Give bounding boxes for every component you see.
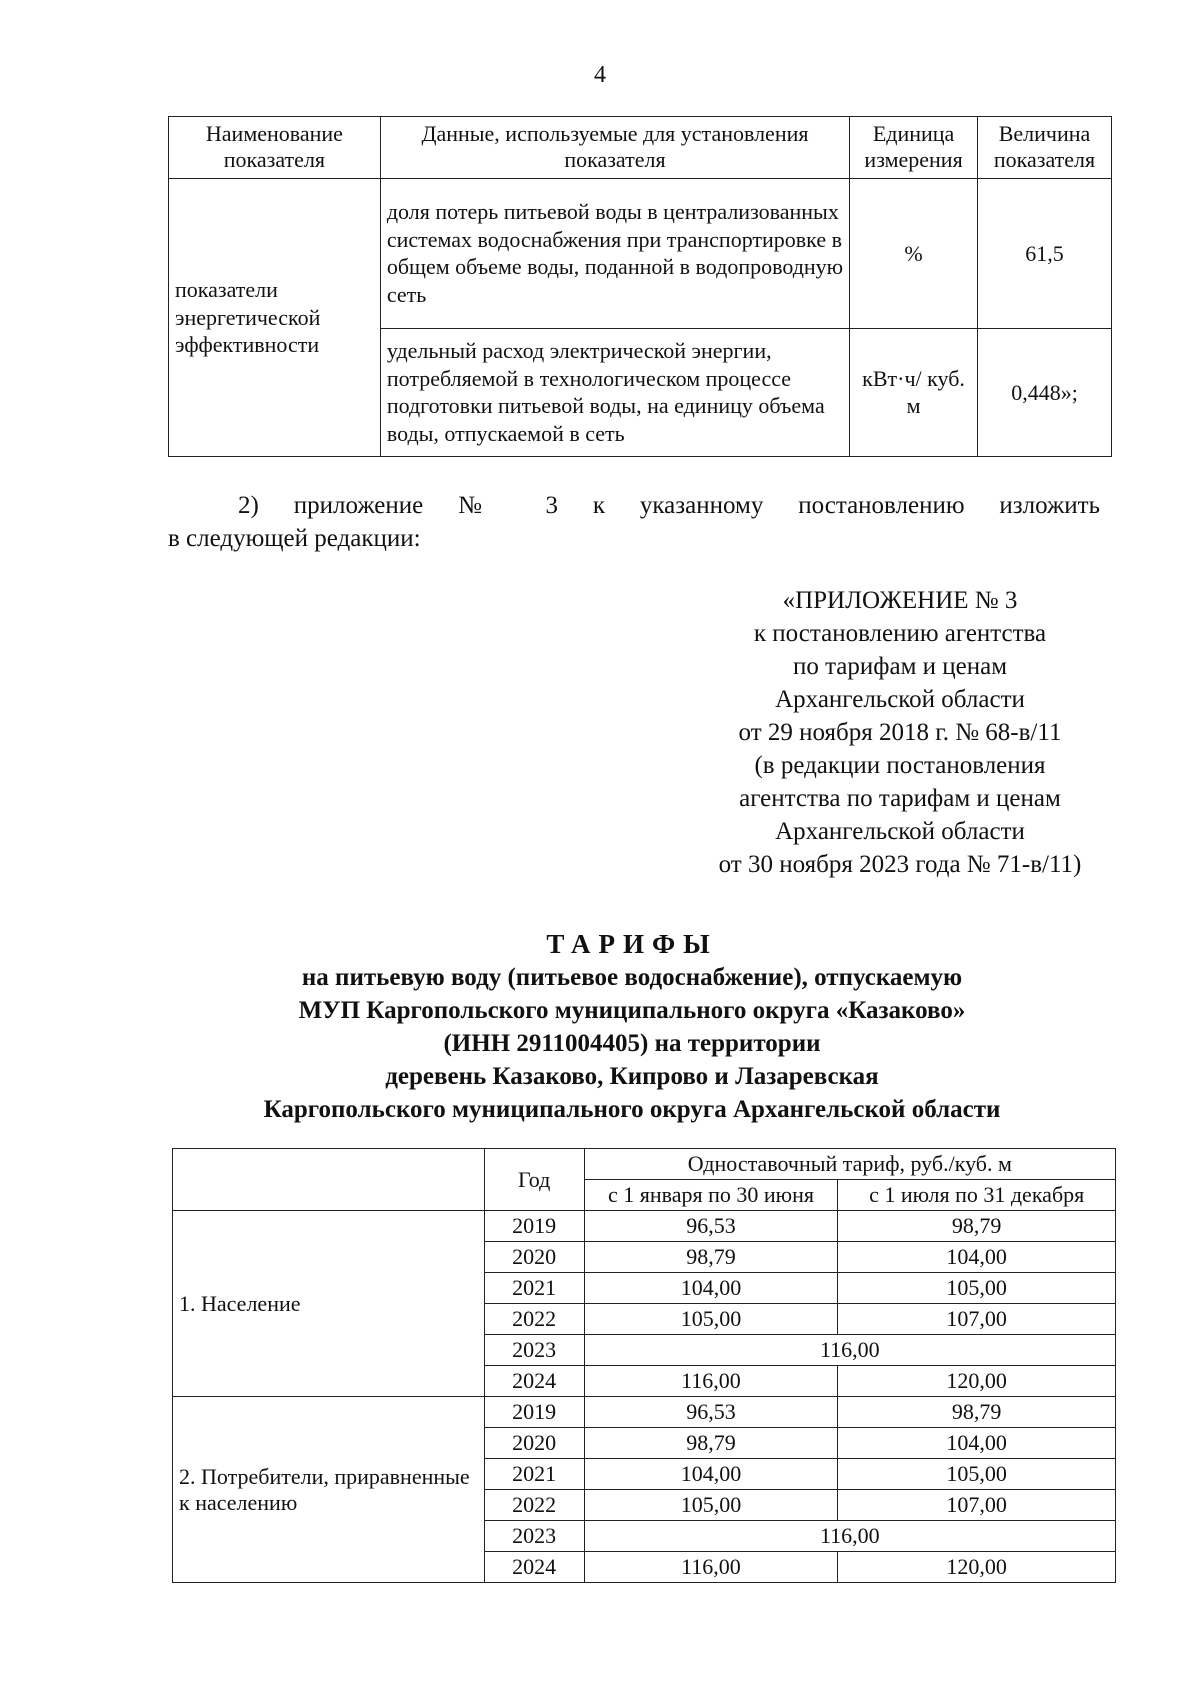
title-line: Каргопольского муниципального округа Архангельской области <box>263 1096 1001 1123</box>
row-unit: % <box>850 178 978 328</box>
tariff-h1-cell: 98,79 <box>584 1242 838 1273</box>
amendment-paragraph <box>168 490 1100 555</box>
tariff-h2-cell: 98,79 <box>838 1211 1116 1242</box>
year-cell: 2023 <box>484 1335 584 1366</box>
row-value: 61,5 <box>978 178 1112 328</box>
row-value: 0,448»; <box>978 328 1112 456</box>
appendix-line: Архангельской области <box>775 818 1025 845</box>
appendix-line: от 30 ноября 2023 года № 71-в/11) <box>718 851 1082 878</box>
row-unit: кВт·ч/ куб. м <box>850 328 978 456</box>
tariff-header-row <box>173 1149 1116 1180</box>
tariff-h2-cell: 120,00 <box>838 1552 1116 1583</box>
tariff-table <box>172 1148 1116 1583</box>
appendix-line: по тарифам и ценам <box>792 653 1008 680</box>
tariffs-title <box>160 928 1104 1126</box>
group-label: 1. Население <box>173 1211 485 1397</box>
group-label: показатели энергетической эффективности <box>169 178 381 456</box>
header-year: Год <box>484 1149 584 1211</box>
appendix-line: «ПРИЛОЖЕНИЕ № 3 <box>782 587 1018 614</box>
year-cell: 2021 <box>484 1459 584 1490</box>
header-empty-cell <box>173 1149 485 1211</box>
year-cell: 2024 <box>484 1552 584 1583</box>
year-cell: 2022 <box>484 1490 584 1521</box>
appendix-line: Архангельской области <box>775 686 1025 713</box>
efficiency-indicators-table <box>168 116 1112 457</box>
header-data-used: Данные, используемые для установления показателя <box>380 117 849 179</box>
title-line: деревень Казаково, Кипрово и Лазаревская <box>385 1063 879 1090</box>
group-label: 2. Потребители, приравненные к населению <box>173 1397 485 1583</box>
header-unit: Единица измерения <box>850 117 978 179</box>
paragraph-line: 2) приложение № 3 к указанному постановлению изложить <box>238 492 1100 519</box>
header-period-1: с 1 января по 30 июня <box>584 1180 838 1211</box>
year-cell: 2020 <box>484 1428 584 1459</box>
row-data-text: удельный расход электрической энергии, потребляемой в технологическом процессе подготовки питьевой воды, на единицу объема воды, отпускаемой в сеть <box>380 328 849 456</box>
tariff-h2-cell: 107,00 <box>838 1490 1116 1521</box>
year-cell: 2019 <box>484 1397 584 1428</box>
table-row <box>169 178 1112 328</box>
page-number: 4 <box>594 62 606 88</box>
header-period-2: с 1 июля по 31 декабря <box>838 1180 1116 1211</box>
tariff-h2-cell: 105,00 <box>838 1459 1116 1490</box>
title-line: МУП Каргопольского муниципального округа «Казаково» <box>298 997 966 1024</box>
tariff-h2-cell: 120,00 <box>838 1366 1116 1397</box>
year-cell: 2019 <box>484 1211 584 1242</box>
table-header-row <box>169 117 1112 179</box>
tariff-merged-cell: 116,00 <box>584 1521 1115 1552</box>
appendix-line: агентства по тарифам и ценам <box>739 785 1061 812</box>
tariff-h1-cell: 104,00 <box>584 1459 838 1490</box>
title-line: (ИНН 2911004405) на территории <box>443 1030 821 1057</box>
year-cell: 2024 <box>484 1366 584 1397</box>
table-row <box>173 1211 1116 1242</box>
tariff-h1-cell: 104,00 <box>584 1273 838 1304</box>
tariff-h1-cell: 96,53 <box>584 1397 838 1428</box>
tariff-h1-cell: 105,00 <box>584 1490 838 1521</box>
appendix-line: к постановлению агентства <box>753 620 1047 647</box>
header-value: Величина показателя <box>978 117 1112 179</box>
tariff-h1-cell: 96,53 <box>584 1211 838 1242</box>
year-cell: 2023 <box>484 1521 584 1552</box>
row-data-text: доля потерь питьевой воды в централизованных системах водоснабжения при транспортировке в общем объеме воды, поданной в водопроводную сеть <box>380 178 849 328</box>
tariff-h2-cell: 104,00 <box>838 1428 1116 1459</box>
appendix-line: (в редакции постановления <box>754 752 1046 779</box>
tariff-h1-cell: 116,00 <box>584 1552 838 1583</box>
year-cell: 2020 <box>484 1242 584 1273</box>
tariff-h2-cell: 105,00 <box>838 1273 1116 1304</box>
appendix-header <box>660 584 1140 881</box>
year-cell: 2022 <box>484 1304 584 1335</box>
title-line: на питьевую воду (питьевое водоснабжение), отпускаемую <box>301 964 963 991</box>
tariff-h1-cell: 98,79 <box>584 1428 838 1459</box>
table-row <box>173 1397 1116 1428</box>
tariff-h1-cell: 116,00 <box>584 1366 838 1397</box>
tariff-h1-cell: 105,00 <box>584 1304 838 1335</box>
header-indicator-name: Наименование показателя <box>169 117 381 179</box>
paragraph-line: в следующей редакции: <box>168 524 421 552</box>
tariff-h2-cell: 98,79 <box>838 1397 1116 1428</box>
tariff-merged-cell: 116,00 <box>584 1335 1115 1366</box>
header-tariff: Одноставочный тариф, руб./куб. м <box>584 1149 1115 1180</box>
tariff-h2-cell: 104,00 <box>838 1242 1116 1273</box>
title-main: ТАРИФЫ <box>546 929 718 959</box>
tariff-h2-cell: 107,00 <box>838 1304 1116 1335</box>
appendix-line: от 29 ноября 2018 г. № 68-в/11 <box>738 719 1062 746</box>
year-cell: 2021 <box>484 1273 584 1304</box>
